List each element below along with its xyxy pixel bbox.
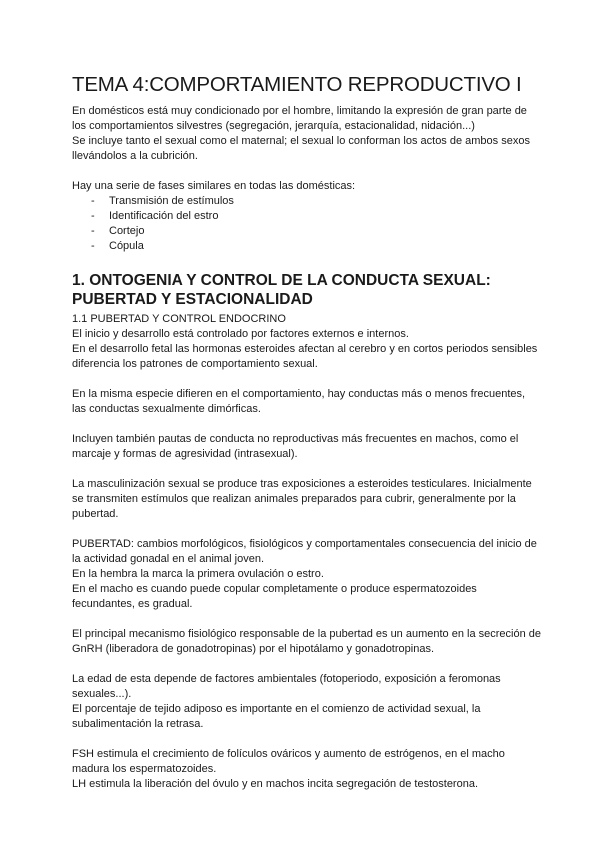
list-item: - Cópula [72, 239, 542, 254]
paragraph: El principal mecanismo fisiológico responsable de la pubertad es un aumento en la secreción de GnRH (liberadora de gonadotropinas) por el hipotálamo y gonadotropinas. [72, 628, 541, 655]
subsection-heading: 1.1 PUBERTAD Y CONTROL ENDOCRINO [72, 313, 286, 325]
intro-paragraph-2: Se incluye tanto el sexual como el maternal; el sexual lo conforman los actos de ambos sexos llevándolos a la cubrición. [72, 135, 530, 162]
paragraph: FSH estimula el crecimiento de folículos ováricos y aumento de estrógenos, en el macho madura los espermatozoides. [72, 748, 505, 775]
phases-intro: Hay una serie de fases similares en todas las domésticas: [72, 180, 356, 192]
paragraph: PUBERTAD: cambios morfológicos, fisiológicos y comportamentales consecuencia del inicio de la actividad gonadal en el animal joven. [72, 538, 537, 565]
list-item: - Transmisión de estímulos [72, 194, 542, 209]
section-heading: 1. ONTOGENIA Y CONTROL DE LA CONDUCTA SEXUAL: PUBERTAD Y ESTACIONALIDAD [72, 272, 491, 308]
intro-paragraph-1: En domésticos está muy condicionado por el hombre, limitando la expresión de gran parte de los comportamientos silvestres (segregación, jerarquía, estacionalidad, nidación...) [72, 105, 527, 132]
paragraph: El porcentaje de tejido adiposo es importante en el comienzo de actividad sexual, la subalimentación la retrasa. [72, 703, 481, 730]
paragraph: En la misma especie difieren en el comportamiento, hay conductas más o menos frecuentes, las conductas sexualmente dimórficas. [72, 388, 526, 415]
paragraph: La edad de esta depende de factores ambientales (fotoperiodo, exposición a feromonas sexuales...). [72, 673, 501, 700]
paragraph: En la hembra la marca la primera ovulación o estro. [72, 568, 324, 580]
paragraph: La masculinización sexual se produce tras exposiciones a esteroides testiculares. Inicialmente se transmiten estímulos que realizan animales preparados para cubrir, generalmente por la pubertad. [72, 478, 532, 520]
phases-list [72, 194, 542, 254]
document-page [72, 72, 542, 792]
paragraph: En el desarrollo fetal las hormonas esteroides afectan al cerebro y en cortos periodos sensibles diferencia los patrones de comportamiento sexual. [72, 343, 538, 370]
paragraph: Incluyen también pautas de conducta no reproductivas más frecuentes en machos, como el marcaje y formas de agresividad (intrasexual). [72, 433, 519, 460]
paragraph: LH estimula la liberación del óvulo y en machos incita segregación de testosterona. [72, 778, 479, 790]
paragraph: El inicio y desarrollo está controlado por factores externos e internos. [72, 328, 409, 340]
document-title: TEMA 4:COMPORTAMIENTO REPRODUCTIVO I [72, 73, 522, 96]
list-item: - Identificación del estro [72, 209, 542, 224]
list-item: - Cortejo [72, 224, 542, 239]
paragraph: En el macho es cuando puede copular completamente o produce espermatozoides fecundantes, es gradual. [72, 583, 477, 610]
